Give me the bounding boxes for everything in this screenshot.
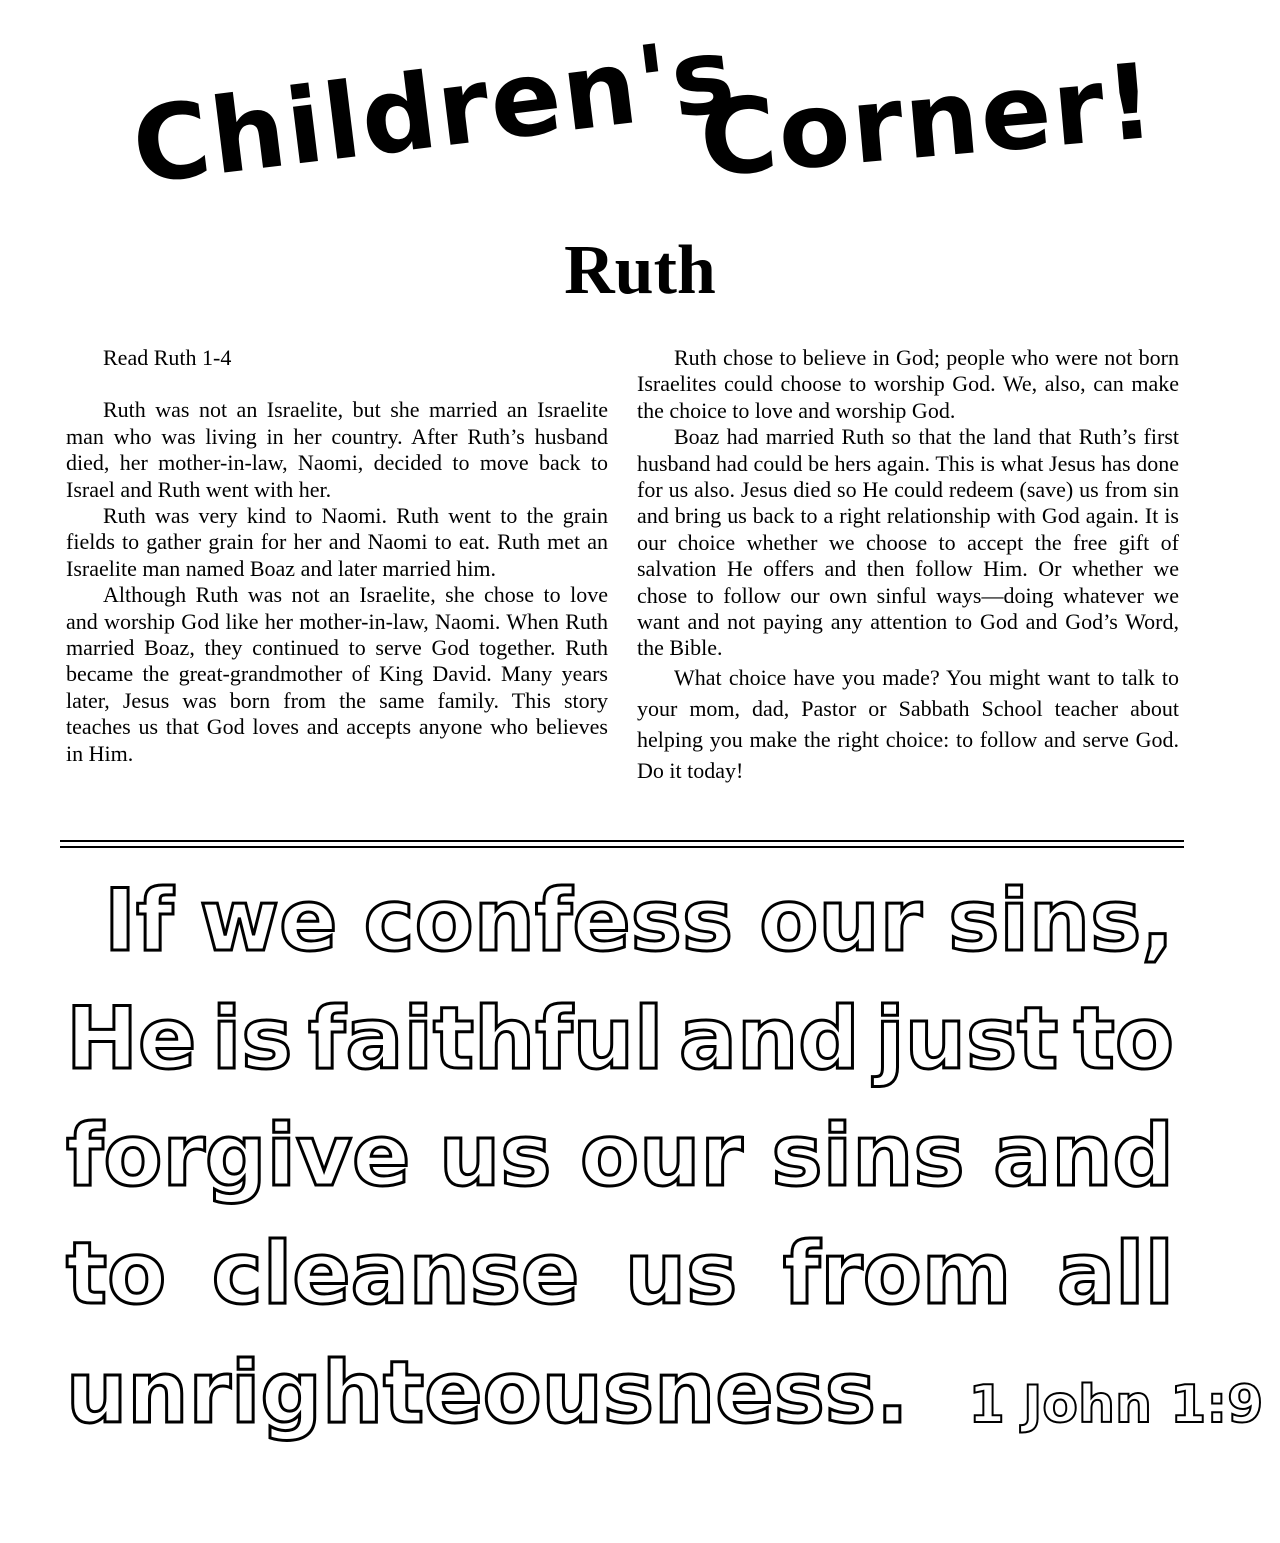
paragraph: Ruth chose to believe in God; people who were not born Israelites could choose to worship God. We, also, can make the choice to love and worship God. — [637, 345, 1179, 423]
verse-word: to — [1073, 989, 1174, 1089]
verse-word: forgive — [66, 1106, 411, 1206]
verse-word: cleanse — [211, 1224, 580, 1324]
verse-line-3 — [66, 1106, 1174, 1206]
divider-line — [60, 846, 1184, 848]
paragraph: What choice have you made? You might want to talk to your mom, dad, Pastor or Sabbath School teacher about helping you make the right choice: to follow and serve God. Do it today! — [637, 664, 1179, 783]
verse-word: faithful — [308, 989, 664, 1089]
paragraph: Boaz had married Ruth so that the land that Ruth’s first husband had could be hers again. This is what Jesus has done for us also. Jesus died so He could redeem (save) us from sin and bring us back to a right relationship with God again. It is our choice whether we choose to accept the free gift of salvation He offers and then follow Him. Or whether we chose to follow our own sinful ways—doing whatever we want and not paying any attention to God and God’s Word, the Bible. — [637, 424, 1179, 661]
verse-word: He — [66, 989, 197, 1089]
verse-word: is — [211, 989, 293, 1089]
verse-word: just — [875, 989, 1059, 1089]
verse-word: from — [782, 1224, 1012, 1324]
verse-word: and — [678, 989, 860, 1089]
right-column — [637, 345, 1179, 786]
verse-word: all — [1056, 1224, 1174, 1324]
verse-word: If — [104, 871, 174, 971]
story-title: Ruth — [564, 232, 716, 309]
verse-line-1 — [104, 871, 1174, 971]
verse-word: sins, — [948, 871, 1174, 971]
reading-reference: Read Ruth 1-4 — [103, 345, 232, 370]
left-column — [66, 345, 608, 767]
verse-word: and — [993, 1106, 1174, 1206]
verse-line-2 — [66, 989, 1174, 1089]
paragraph: Ruth was very kind to Naomi. Ruth went to the grain fields to gather grain for her and Naomi to eat. Ruth met an Israelite man named Boaz and later married him. — [66, 503, 608, 581]
banner-word-corner: Corner! — [695, 39, 1161, 201]
verse-word: our — [580, 1106, 743, 1206]
verse-word: we — [199, 871, 338, 971]
verse-word: sins — [771, 1106, 965, 1206]
divider-line — [60, 840, 1184, 842]
banner-word-childrens: Children's — [126, 13, 743, 208]
verse-word: us — [624, 1224, 738, 1324]
verse-reference: 1 John 1:9 — [968, 1375, 1264, 1435]
verse-word: us — [438, 1106, 552, 1206]
verse-word: confess — [363, 871, 734, 971]
verse-word: to — [66, 1224, 167, 1324]
verse-word: unrighteousness. — [66, 1343, 909, 1443]
verse-line-4 — [66, 1224, 1174, 1324]
verse-word: our — [759, 871, 922, 971]
paragraph: Ruth was not an Israelite, but she married an Israelite man who was living in her country. After Ruth’s husband died, her mother-in-law, Naomi, decided to move back to Israel and Ruth went with her. — [66, 397, 608, 502]
paragraph: Although Ruth was not an Israelite, she chose to love and worship God like her mother-in-law, Naomi. When Ruth married Boaz, they continued to serve God together. Ruth became the great-grandmother of King David. Many years later, Jesus was born from the same family. This story teaches us that God loves and accepts anyone who believes in Him. — [66, 582, 608, 766]
verse-line-5 — [66, 1343, 1264, 1443]
children-corner-banner — [0, 0, 1219, 240]
